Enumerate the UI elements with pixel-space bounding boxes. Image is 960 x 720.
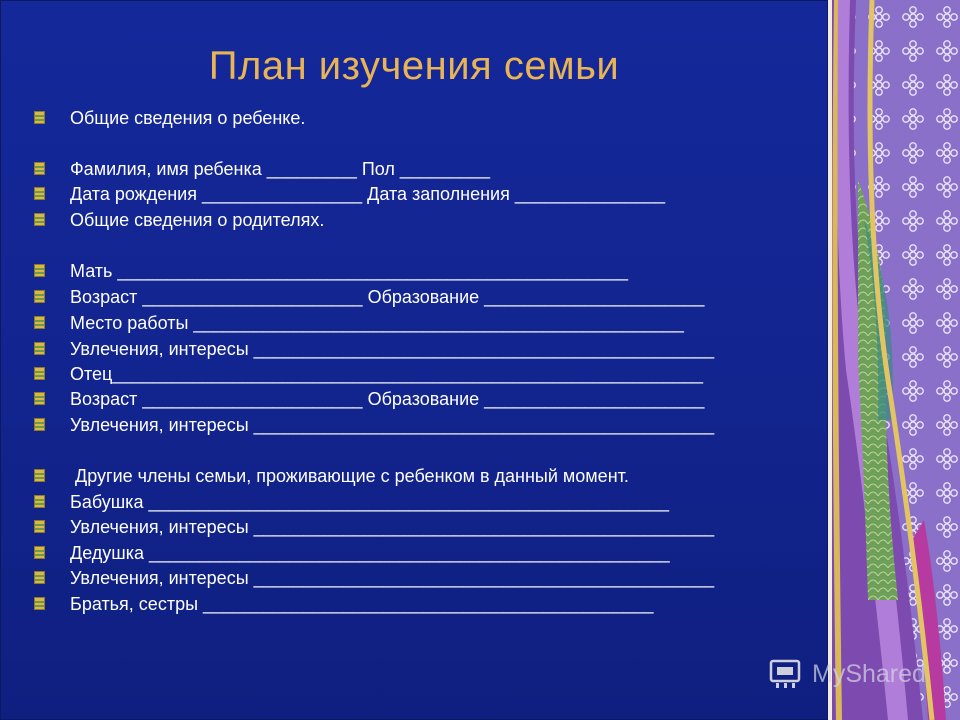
bullet-icon	[34, 418, 45, 431]
bullet-icon	[34, 520, 45, 533]
bullet-icon	[34, 392, 45, 405]
list-item-text: Общие сведения о родителях.	[70, 210, 325, 230]
bullet-icon	[34, 316, 45, 329]
watermark-text: MyShared	[812, 660, 926, 688]
bullet-icon	[34, 597, 45, 610]
list-item-text: Увлечения, интересы ______________________________________________	[70, 339, 715, 359]
bullet-icon	[34, 342, 45, 355]
list-item-text: Дедушка ____________________________________________________	[70, 543, 670, 563]
list-item-text: Место работы _________________________________________________	[70, 313, 684, 333]
list-item-text: Возраст ______________________ Образование ______________________	[70, 389, 705, 409]
bullet-icon	[34, 571, 45, 584]
list-item-text: Увлечения, интересы ______________________________________________	[70, 415, 715, 435]
bullet-icon	[34, 546, 45, 559]
bullet-icon	[34, 264, 45, 277]
list-item-text: Возраст ______________________ Образование ______________________	[70, 287, 705, 307]
decorative-border	[828, 0, 960, 720]
slide-title: План изучения семьи	[208, 44, 620, 88]
bullet-icon	[34, 213, 45, 226]
list-item-text: Другие члены семьи, проживающие с ребенком в данный момент.	[70, 466, 629, 486]
bullet-icon	[34, 469, 45, 482]
bullet-icon	[34, 367, 45, 380]
list-item-text: Отец___________________________________________________________	[70, 364, 703, 384]
list-item-text: Дата рождения ________________ Дата заполнения _______________	[70, 184, 665, 204]
watermark-icon	[768, 658, 804, 690]
bullet-icon	[34, 162, 45, 175]
list-item-text: Увлечения, интересы ______________________________________________	[70, 568, 715, 588]
list-item-text: Братья, сестры _____________________________________________	[70, 594, 654, 614]
bullet-icon	[34, 290, 45, 303]
bullet-icon	[34, 111, 45, 124]
list-item-text: Фамилия, имя ребенка _________ Пол _________	[70, 159, 491, 179]
list-item-text: Мать ___________________________________________________	[70, 261, 628, 281]
list-item-text: Увлечения, интересы ______________________________________________	[70, 517, 715, 537]
bullet-icon	[34, 495, 45, 508]
list-item-text: Бабушка ____________________________________________________	[70, 492, 670, 512]
bullet-icon	[34, 187, 45, 200]
list-item-text: Общие сведения о ребенке.	[70, 108, 306, 128]
